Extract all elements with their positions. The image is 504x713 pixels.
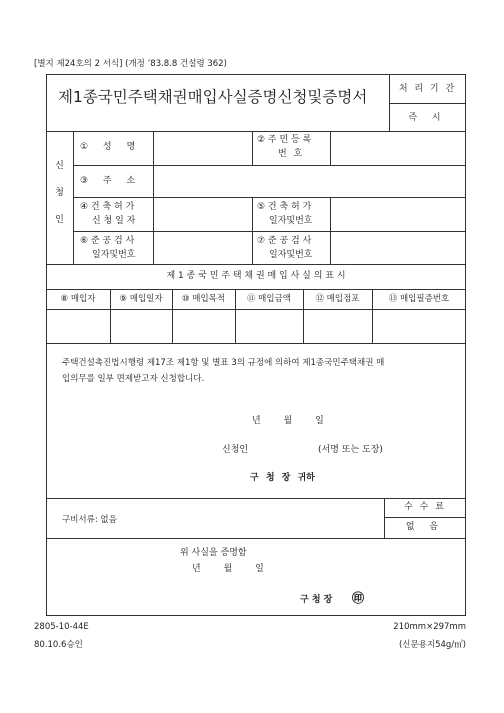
resident-no-field[interactable] (332, 133, 464, 163)
fee-value: 없 음 (405, 522, 445, 532)
purchaser-field[interactable] (47, 310, 109, 342)
application-text-line-1: 주택건설촉진법시행령 제17조 제1항 및 별표 3의 규정에 의하여 제1종국민주택채권 매 (62, 358, 385, 368)
application-text-line-2: 입의무를 일부 면제받고자 신청합니다. (62, 374, 205, 384)
col-purchase-purpose: ⑩ 매입목적 (181, 294, 226, 304)
completion-no-field[interactable] (332, 233, 464, 262)
permit-no-label-1: ⑤ 건 축 허 가 (257, 202, 312, 212)
name-field[interactable] (155, 133, 250, 163)
form-note: [별지 제24호의 2 서식] (개정 ’83.8.8 건설령 362) (34, 59, 227, 69)
purchase-amount-field[interactable] (236, 310, 302, 342)
completion-date-field[interactable] (155, 233, 250, 262)
name-label: ① 성 명 (80, 142, 142, 152)
certification-date: 년 월 일 (192, 564, 264, 574)
resident-no-label-2: 번 호 (278, 149, 305, 159)
permit-date-label-1: ④ 건 축 허 가 (80, 202, 135, 212)
processing-period-label: 처 리 기 간 (398, 84, 457, 94)
resident-no-label-1: ② 주 민 등 록 (257, 135, 312, 145)
col-purchase-date: ⑨ 매입일자 (119, 294, 163, 304)
completion-no-label-1: ⑦ 준 공 검 사 (257, 236, 312, 246)
form-title: 제1종국민주택채권매입사실증명신청및증명서 (58, 88, 368, 106)
fee-label: 수 수 료 (404, 502, 446, 512)
completion-date-label-1: ⑥ 준 공 검 사 (80, 236, 135, 246)
paper-type: (신문용지54g/㎡) (398, 640, 466, 650)
col-purchase-amount: ⑪ 매입금액 (246, 294, 292, 304)
purchase-section-title: 제 1 종 국 민 주 택 채 권 매 입 사 실 의 표 시 (166, 271, 346, 281)
addressee: 구 청 장 귀하 (250, 473, 315, 483)
form-code: 2805-10-44E (34, 622, 89, 632)
col-purchaser: ⑧ 매입자 (60, 294, 96, 304)
issuer: 구 청 장 (300, 595, 333, 605)
sign-note: (서명 또는 도장) (318, 445, 383, 455)
seal-icon: ㊞ (352, 591, 365, 605)
permit-date-field[interactable] (155, 199, 250, 229)
permit-no-field[interactable] (332, 199, 464, 229)
col-purchase-branch: ⑫ 매입점포 (315, 294, 360, 304)
permit-date-label-2: 신 청 일 자 (92, 216, 136, 226)
completion-no-label-2: 일자및번호 (269, 250, 313, 260)
applicant-section-label-1: 신 (55, 161, 64, 171)
applicant-signature-label: 신청인 (222, 445, 249, 455)
purchase-date-field[interactable] (111, 310, 171, 342)
applicant-section-label-2: 청 (55, 188, 64, 198)
application-date: 년 월 일 (252, 416, 324, 426)
certificate-no-field[interactable] (373, 310, 465, 342)
address-field[interactable] (155, 167, 464, 195)
approval-date: 80.10.6승인 (34, 640, 83, 650)
purchase-branch-field[interactable] (304, 310, 371, 342)
purchase-purpose-field[interactable] (173, 310, 234, 342)
address-label: ③ 주 소 (80, 176, 142, 186)
applicant-section-label-3: 인 (55, 215, 64, 225)
required-docs: 구비서류: 없음 (62, 515, 117, 525)
certification-text: 위 사실을 증명함 (180, 548, 247, 558)
paper-size: 210mm×297mm (393, 622, 466, 632)
col-certificate-no: ⑬ 매입필증번호 (388, 294, 450, 304)
permit-no-label-2: 일자및번호 (269, 216, 313, 226)
processing-period-value: 즉 시 (408, 113, 447, 123)
completion-date-label-2: 일자및번호 (92, 250, 136, 260)
applicant-signature-field[interactable] (258, 442, 314, 458)
